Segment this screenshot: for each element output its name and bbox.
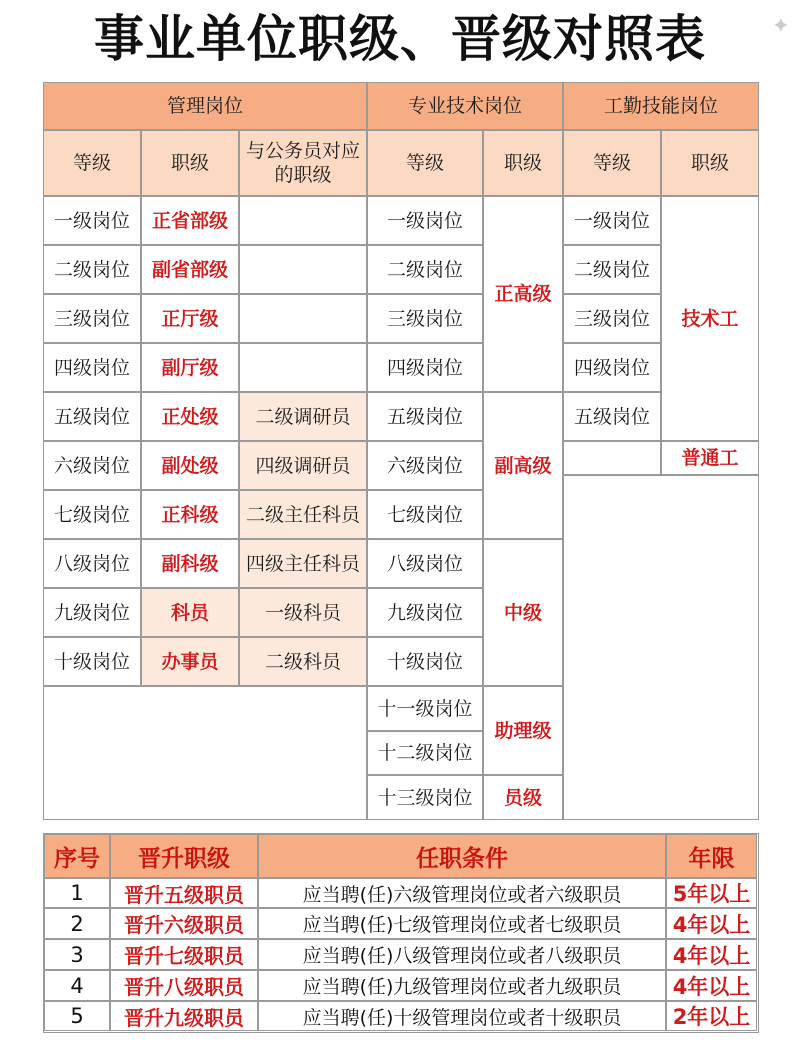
prof-grade: 七级岗位 [367,490,483,539]
mgmt-grade: 五级岗位 [43,392,141,441]
position-level-table [43,82,759,820]
row-cond: 应当聘(任)九级管理岗位或者九级职员 [258,970,666,1001]
worker-grade: 五级岗位 [563,392,661,441]
row-no: 5 [44,1001,110,1031]
header-promo: 晋升职级 [110,834,258,878]
sparkle-icon: ✦ [771,14,790,39]
row-cond: 应当聘(任)十级管理岗位或者十级职员 [258,1001,666,1031]
prof-grade: 八级岗位 [367,539,483,588]
header-professional: 专业技术岗位 [367,82,563,130]
prof-level-assistant: 助理级 [483,686,563,775]
prof-grade: 十一级岗位 [367,686,483,731]
prof-level-intermediate: 中级 [483,539,563,686]
mgmt-level: 正科级 [141,490,239,539]
promotion-table [43,833,759,1033]
mgmt-level: 正省部级 [141,196,239,245]
worker-grade: 三级岗位 [563,294,661,343]
mgmt-civil: 二级调研员 [239,392,367,441]
row-no: 2 [44,908,110,939]
prof-grade: 二级岗位 [367,245,483,294]
mgmt-civil [239,343,367,392]
row-years: 4年以上 [666,908,757,939]
header-mgmt-grade: 等级 [43,130,141,196]
prof-grade: 五级岗位 [367,392,483,441]
empty-cell [43,686,367,820]
prof-level-staff: 员级 [483,775,563,820]
worker-level-general: 普通工 [661,441,759,475]
row-cond: 应当聘(任)七级管理岗位或者七级职员 [258,908,666,939]
header-worker-level: 职级 [661,130,759,196]
header-no: 序号 [44,834,110,878]
mgmt-level: 科员 [141,588,239,637]
prof-grade: 十二级岗位 [367,731,483,775]
mgmt-civil: 二级科员 [239,637,367,686]
row-years: 2年以上 [666,1001,757,1031]
worker-grade: 一级岗位 [563,196,661,245]
header-prof-level: 职级 [483,130,563,196]
prof-grade: 十级岗位 [367,637,483,686]
page-title: 事业单位职级、晋级对照表 [94,10,706,68]
prof-grade: 三级岗位 [367,294,483,343]
prof-level-senior: 正高级 [483,196,563,392]
mgmt-grade: 三级岗位 [43,294,141,343]
row-no: 3 [44,939,110,970]
header-mgmt-level: 职级 [141,130,239,196]
mgmt-level: 副厅级 [141,343,239,392]
mgmt-level: 正处级 [141,392,239,441]
worker-level-technician: 技术工 [661,196,759,441]
row-years: 4年以上 [666,970,757,1001]
row-no: 1 [44,878,110,908]
row-promo: 晋升五级职员 [110,878,258,908]
mgmt-grade: 六级岗位 [43,441,141,490]
prof-grade: 四级岗位 [367,343,483,392]
mgmt-grade: 四级岗位 [43,343,141,392]
prof-level-deputy-senior: 副高级 [483,392,563,539]
mgmt-level: 副省部级 [141,245,239,294]
mgmt-grade: 七级岗位 [43,490,141,539]
mgmt-grade: 二级岗位 [43,245,141,294]
mgmt-civil [239,245,367,294]
worker-grade: 四级岗位 [563,343,661,392]
prof-grade: 一级岗位 [367,196,483,245]
mgmt-grade: 一级岗位 [43,196,141,245]
mgmt-level: 副处级 [141,441,239,490]
mgmt-grade: 九级岗位 [43,588,141,637]
row-cond: 应当聘(任)六级管理岗位或者六级职员 [258,878,666,908]
row-promo: 晋升九级职员 [110,1001,258,1031]
mgmt-civil: 一级科员 [239,588,367,637]
row-years: 5年以上 [666,878,757,908]
mgmt-civil: 四级主任科员 [239,539,367,588]
header-cond: 任职条件 [258,834,666,878]
mgmt-grade: 八级岗位 [43,539,141,588]
mgmt-civil [239,196,367,245]
prof-grade: 九级岗位 [367,588,483,637]
mgmt-civil: 四级调研员 [239,441,367,490]
prof-grade: 六级岗位 [367,441,483,490]
header-civil-servant: 与公务员对应的职级 [239,130,367,196]
prof-grade: 十三级岗位 [367,775,483,820]
header-years: 年限 [666,834,757,878]
row-promo: 晋升六级职员 [110,908,258,939]
mgmt-civil [239,294,367,343]
header-workers: 工勤技能岗位 [563,82,759,130]
header-worker-grade: 等级 [563,130,661,196]
mgmt-level: 副科级 [141,539,239,588]
row-cond: 应当聘(任)八级管理岗位或者八级职员 [258,939,666,970]
header-prof-grade: 等级 [367,130,483,196]
mgmt-level: 正厅级 [141,294,239,343]
mgmt-grade: 十级岗位 [43,637,141,686]
empty-cell [563,475,759,820]
empty-cell [563,441,661,475]
row-promo: 晋升七级职员 [110,939,258,970]
header-management: 管理岗位 [43,82,367,130]
row-promo: 晋升八级职员 [110,970,258,1001]
worker-grade: 二级岗位 [563,245,661,294]
row-no: 4 [44,970,110,1001]
mgmt-civil: 二级主任科员 [239,490,367,539]
row-years: 4年以上 [666,939,757,970]
mgmt-level: 办事员 [141,637,239,686]
